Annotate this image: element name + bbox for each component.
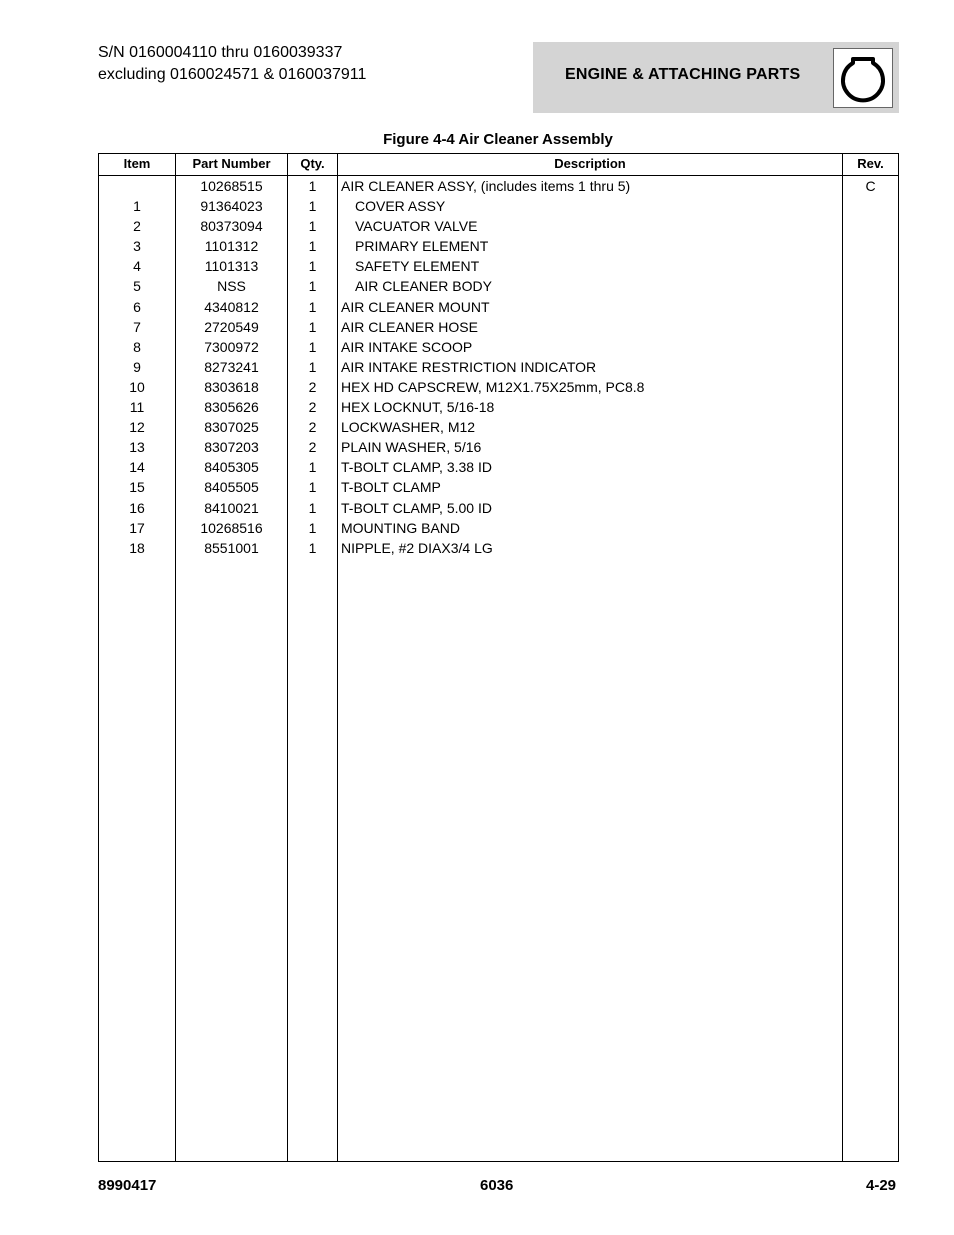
qty-cell: 1 — [308, 318, 317, 335]
qty-cell: 1 — [308, 238, 317, 255]
part-number-cell: 8303618 — [204, 378, 259, 395]
part-number-cell: 91364023 — [200, 198, 263, 215]
part-number-cell: 10268516 — [200, 519, 263, 536]
serial-number-range — [98, 42, 366, 86]
item-cell: 7 — [133, 318, 141, 335]
qty-cell: 1 — [308, 258, 317, 275]
parts-table — [98, 153, 899, 1162]
part-number-cell: 8273241 — [204, 358, 259, 375]
table-body — [99, 176, 898, 558]
table-row — [99, 297, 898, 317]
part-number-cell: 1101312 — [204, 238, 259, 255]
description-cell: COVER ASSY — [355, 198, 446, 215]
qty-cell: 1 — [308, 519, 317, 536]
description-cell: AIR INTAKE SCOOP — [341, 338, 473, 355]
column-header-qty: Qty. — [300, 156, 325, 171]
item-cell: 6 — [133, 298, 141, 315]
part-number-cell: 10268515 — [200, 178, 263, 194]
qty-cell: 1 — [308, 499, 317, 516]
engine-block-icon — [833, 48, 893, 108]
part-number-cell: 1101313 — [204, 258, 259, 275]
table-row — [99, 357, 898, 377]
description-cell: T-BOLT CLAMP — [341, 479, 441, 496]
column-header-rev: Rev. — [857, 156, 884, 171]
part-number-cell: 8307025 — [204, 419, 259, 436]
column-header-item: Item — [123, 156, 151, 171]
table-row — [99, 437, 898, 457]
qty-cell: 1 — [308, 479, 317, 496]
footer-document-number: 8990417 — [98, 1177, 157, 1194]
description-cell: SAFETY ELEMENT — [355, 258, 480, 275]
description-cell: MOUNTING BAND — [341, 519, 460, 536]
description-cell: AIR CLEANER MOUNT — [341, 298, 490, 315]
description-cell: PLAIN WASHER, 5/16 — [341, 439, 482, 456]
rev-cell: C — [865, 178, 876, 194]
description-cell: AIR CLEANER BODY — [355, 278, 492, 295]
table-row — [99, 397, 898, 417]
column-header-part-number: Part Number — [192, 156, 271, 171]
table-row — [99, 538, 898, 558]
part-number-cell: 2720549 — [204, 318, 259, 335]
item-cell: 13 — [129, 439, 145, 456]
serial-range-line: S/N 0160004110 thru 0160039337 — [98, 44, 343, 61]
qty-cell: 1 — [308, 539, 317, 556]
item-cell: 15 — [129, 479, 145, 496]
item-cell: 10 — [129, 378, 145, 395]
item-cell: 3 — [133, 238, 141, 255]
table-row — [99, 377, 898, 397]
item-cell: 1 — [133, 198, 141, 215]
table-row — [99, 417, 898, 437]
item-cell: 9 — [133, 358, 141, 375]
qty-cell: 1 — [308, 338, 317, 355]
table-row — [99, 236, 898, 256]
item-cell: 5 — [133, 278, 141, 295]
item-cell: 12 — [129, 419, 145, 436]
part-number-cell: 8410021 — [204, 499, 259, 516]
part-number-cell: 8307203 — [204, 439, 259, 456]
item-cell: 11 — [129, 399, 145, 416]
qty-cell: 1 — [308, 198, 317, 215]
part-number-cell: 80373094 — [200, 218, 263, 235]
qty-cell: 1 — [308, 298, 317, 315]
part-number-cell: 4340812 — [204, 298, 259, 315]
section-title: ENGINE & ATTACHING PARTS — [565, 66, 801, 83]
item-cell: 16 — [129, 499, 145, 516]
item-cell: 8 — [133, 338, 141, 355]
part-number-cell: 8305626 — [204, 399, 259, 416]
table-row — [99, 518, 898, 538]
description-cell: AIR CLEANER ASSY, (includes items 1 thru 5) — [341, 178, 631, 194]
footer-page-number: 4-29 — [866, 1177, 897, 1194]
table-row — [99, 256, 898, 276]
table-row — [99, 176, 898, 196]
table-row — [99, 317, 898, 337]
description-cell: HEX HD CAPSCREW, M12X1.75X25mm, PC8.8 — [341, 378, 645, 395]
column-header-description: Description — [554, 156, 626, 171]
table-row — [99, 196, 898, 216]
table-row — [99, 457, 898, 477]
table-row — [99, 216, 898, 236]
part-number-cell: 7300972 — [204, 338, 259, 355]
description-cell: HEX LOCKNUT, 5/16-18 — [341, 399, 495, 416]
qty-cell: 1 — [308, 218, 317, 235]
table-row — [99, 498, 898, 518]
part-number-cell: 8405305 — [204, 459, 259, 476]
description-cell: AIR INTAKE RESTRICTION INDICATOR — [341, 358, 597, 375]
footer-model-number: 6036 — [480, 1177, 514, 1194]
qty-cell: 1 — [308, 178, 317, 194]
item-cell: 4 — [133, 258, 141, 275]
description-cell: LOCKWASHER, M12 — [341, 419, 476, 436]
item-cell: 18 — [129, 539, 145, 556]
qty-cell: 1 — [308, 358, 317, 375]
description-cell: T-BOLT CLAMP, 5.00 ID — [341, 499, 492, 516]
serial-exclusion-line: excluding 0160024571 & 0160037911 — [98, 66, 367, 83]
part-number-cell: 8551001 — [204, 539, 259, 556]
qty-cell: 2 — [308, 439, 317, 456]
part-number-cell: NSS — [217, 278, 246, 295]
description-cell: NIPPLE, #2 DIAX3/4 LG — [341, 539, 493, 556]
section-banner — [533, 42, 899, 113]
qty-cell: 1 — [308, 278, 317, 295]
description-cell: AIR CLEANER HOSE — [341, 318, 478, 335]
table-row — [99, 477, 898, 497]
figure-title: Figure 4-4 Air Cleaner Assembly — [383, 131, 613, 148]
qty-cell: 2 — [308, 399, 317, 416]
qty-cell: 2 — [308, 378, 317, 395]
qty-cell: 2 — [308, 419, 317, 436]
table-row — [99, 276, 898, 296]
item-cell: 2 — [133, 218, 141, 235]
item-cell: 17 — [129, 519, 145, 536]
qty-cell: 1 — [308, 459, 317, 476]
description-cell: T-BOLT CLAMP, 3.38 ID — [341, 459, 492, 476]
item-cell: 14 — [129, 459, 145, 476]
description-cell: VACUATOR VALVE — [355, 218, 478, 235]
description-cell: PRIMARY ELEMENT — [355, 238, 489, 255]
part-number-cell: 8405505 — [204, 479, 259, 496]
table-row — [99, 337, 898, 357]
